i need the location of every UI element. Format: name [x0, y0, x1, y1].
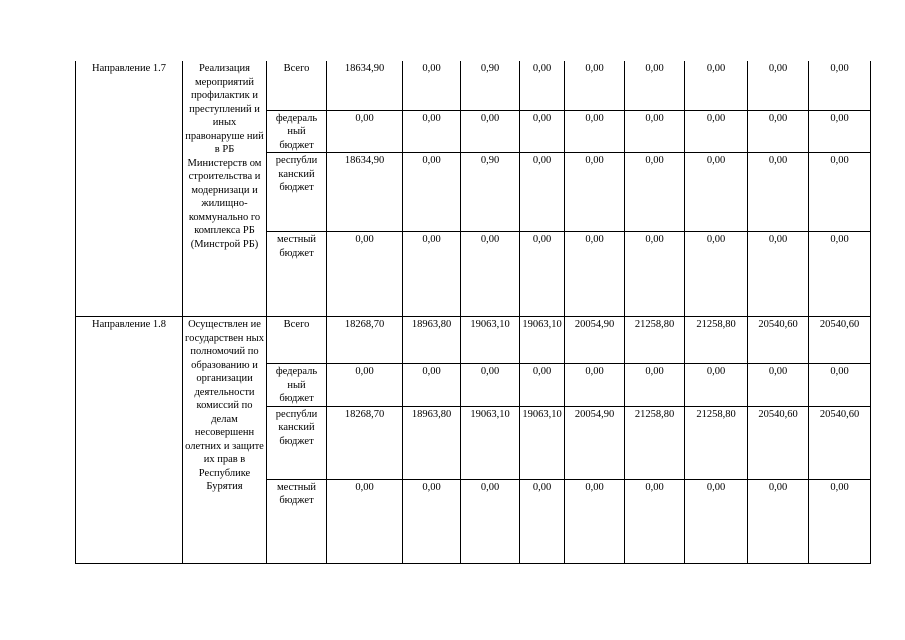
- value-cell: 0,00: [520, 153, 565, 232]
- value-cell: 0,00: [809, 153, 871, 232]
- value-cell: 0,00: [685, 153, 748, 232]
- value-cell: 0,00: [625, 232, 685, 317]
- value-cell: 18963,80: [403, 406, 461, 479]
- direction-cell: Направление 1.8: [76, 317, 183, 564]
- value-cell: 19063,10: [520, 406, 565, 479]
- value-cell: 0,00: [520, 232, 565, 317]
- source-cell: местный бюджет: [267, 479, 327, 563]
- value-cell: 0,00: [809, 232, 871, 317]
- value-cell: 0,00: [565, 479, 625, 563]
- value-cell: 0,00: [403, 61, 461, 110]
- value-cell: 0,00: [685, 364, 748, 407]
- value-cell: 0,00: [685, 110, 748, 153]
- value-cell: 0,00: [403, 232, 461, 317]
- value-cell: 21258,80: [685, 317, 748, 364]
- value-cell: 21258,80: [685, 406, 748, 479]
- value-cell: 18268,70: [327, 406, 403, 479]
- description-cell: Реализация мероприятий профилактик и преступлений и иных правонаруше ний в РБ Министерств ом строительства и модернизаци и жилищно-коммунально го комплекса РБ (Минстрой РБ): [183, 61, 267, 317]
- value-cell: 0,00: [461, 110, 520, 153]
- source-cell: федераль ный бюджет: [267, 110, 327, 153]
- value-cell: 0,00: [748, 153, 809, 232]
- source-cell: местный бюджет: [267, 232, 327, 317]
- value-cell: 0,90: [461, 153, 520, 232]
- value-cell: 18634,90: [327, 153, 403, 232]
- description-cell: Осуществлен ие государствен ных полномочий по образованию и организации деятельности комиссий по делам несовершенн олетних и защите их прав в Республике Бурятия: [183, 317, 267, 564]
- value-cell: 0,00: [685, 61, 748, 110]
- value-cell: 0,00: [461, 364, 520, 407]
- value-cell: 0,00: [403, 364, 461, 407]
- value-cell: 19063,10: [461, 406, 520, 479]
- value-cell: 0,00: [403, 110, 461, 153]
- value-cell: 0,00: [685, 479, 748, 563]
- table-row: [76, 317, 871, 364]
- value-cell: 0,00: [327, 479, 403, 563]
- value-cell: 0,00: [327, 110, 403, 153]
- value-cell: 0,00: [403, 153, 461, 232]
- direction-cell: Направление 1.7: [76, 61, 183, 317]
- value-cell: 20540,60: [809, 406, 871, 479]
- value-cell: 0,00: [520, 61, 565, 110]
- value-cell: 19063,10: [461, 317, 520, 364]
- value-cell: 0,00: [809, 364, 871, 407]
- value-cell: 0,00: [565, 364, 625, 407]
- value-cell: 0,00: [625, 153, 685, 232]
- source-cell: Всего: [267, 317, 327, 364]
- value-cell: 21258,80: [625, 317, 685, 364]
- value-cell: 0,00: [327, 232, 403, 317]
- value-cell: 18963,80: [403, 317, 461, 364]
- source-cell: Всего: [267, 61, 327, 110]
- value-cell: 20054,90: [565, 317, 625, 364]
- table-row: [76, 61, 871, 110]
- source-cell: республи канский бюджет: [267, 153, 327, 232]
- value-cell: 0,00: [748, 232, 809, 317]
- value-cell: 0,00: [625, 364, 685, 407]
- value-cell: 0,00: [685, 232, 748, 317]
- value-cell: 20054,90: [565, 406, 625, 479]
- value-cell: 0,00: [565, 153, 625, 232]
- value-cell: 0,90: [461, 61, 520, 110]
- value-cell: 0,00: [748, 364, 809, 407]
- value-cell: 0,00: [461, 479, 520, 563]
- value-cell: 0,00: [625, 479, 685, 563]
- value-cell: 0,00: [327, 364, 403, 407]
- value-cell: 20540,60: [748, 317, 809, 364]
- value-cell: 0,00: [520, 479, 565, 563]
- value-cell: 0,00: [748, 110, 809, 153]
- value-cell: 0,00: [748, 61, 809, 110]
- budget-table: [75, 61, 871, 564]
- value-cell: 0,00: [565, 61, 625, 110]
- value-cell: 0,00: [565, 232, 625, 317]
- source-cell: республи канский бюджет: [267, 406, 327, 479]
- value-cell: 0,00: [520, 364, 565, 407]
- value-cell: 18268,70: [327, 317, 403, 364]
- value-cell: 0,00: [748, 479, 809, 563]
- value-cell: 0,00: [625, 110, 685, 153]
- value-cell: 20540,60: [809, 317, 871, 364]
- value-cell: 0,00: [625, 61, 685, 110]
- value-cell: 0,00: [809, 479, 871, 563]
- value-cell: 0,00: [520, 110, 565, 153]
- value-cell: 0,00: [461, 232, 520, 317]
- value-cell: 19063,10: [520, 317, 565, 364]
- value-cell: 0,00: [403, 479, 461, 563]
- value-cell: 0,00: [809, 110, 871, 153]
- value-cell: 20540,60: [748, 406, 809, 479]
- value-cell: 21258,80: [625, 406, 685, 479]
- value-cell: 0,00: [565, 110, 625, 153]
- value-cell: 0,00: [809, 61, 871, 110]
- value-cell: 18634,90: [327, 61, 403, 110]
- source-cell: федераль ный бюджет: [267, 364, 327, 407]
